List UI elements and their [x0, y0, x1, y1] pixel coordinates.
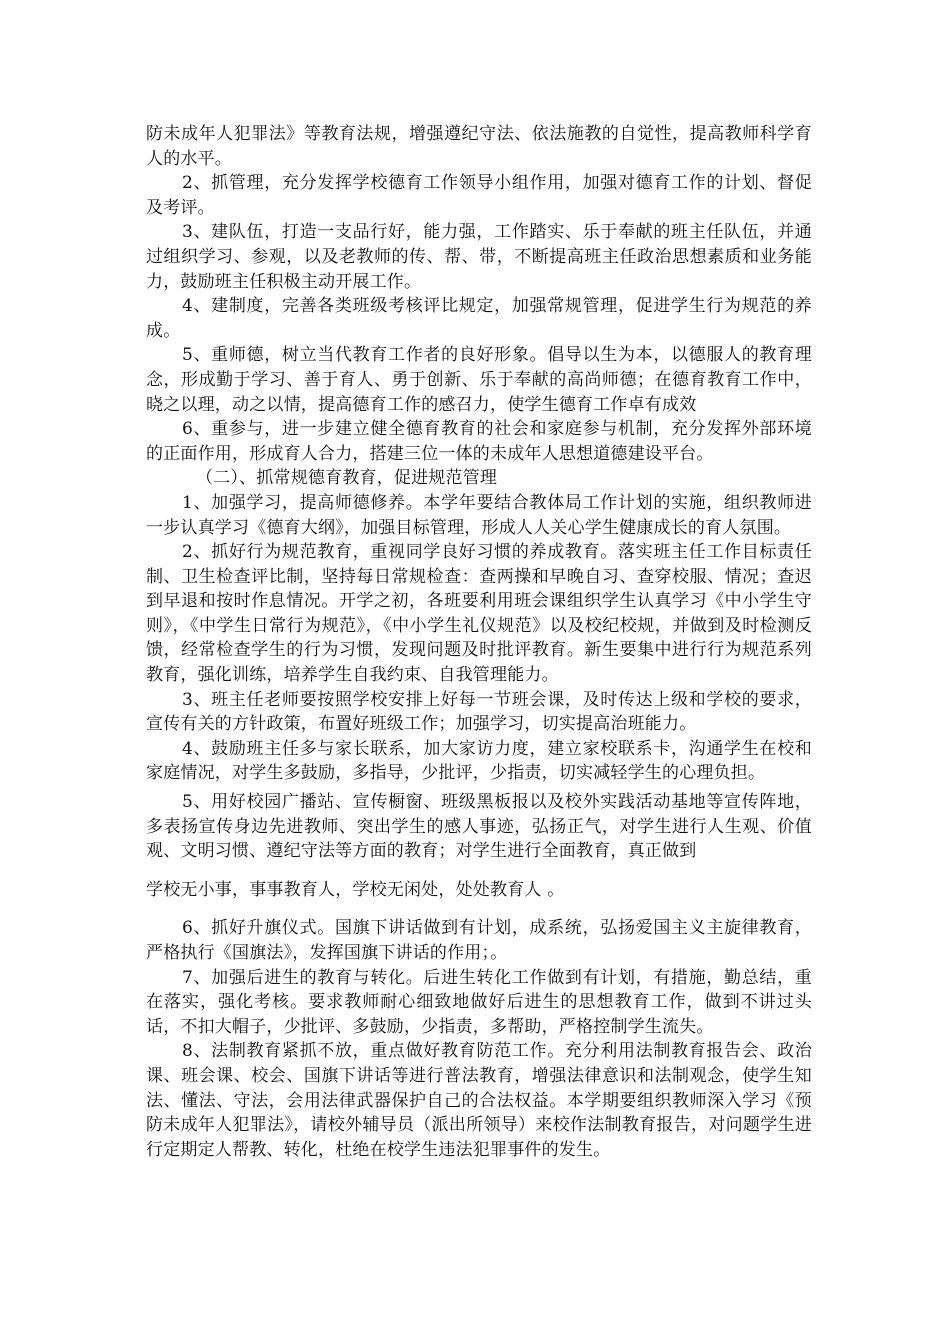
paragraph-team-building: 3、建队伍，打造一支品行好，能力强，工作踏实、乐于奉献的班主任队伍，并通过组织学习、参观，以及老教师的传、帮、带，不断提高班主任政治思想素质和业务能力，鼓励班主任积极主动开展工作。 — [146, 222, 812, 292]
section-heading: （二）、抓常规德育教育，促进规范管理 — [196, 468, 498, 489]
paragraph-flag-raising: 6、抓好升旗仪式。国旗下讲话做到有计划，成系统，弘扬爱国主义主旋律教育，严格执行《国旗法》，发挥国旗下讲话的作用；。 — [146, 918, 812, 963]
paragraph-continuation: 防未成年人犯罪法》等教育法规，增强遵纪守法、依法施教的自觉性，提高教师科学育人的水平。 — [146, 124, 812, 169]
paragraph-management: 2、抓管理，充分发挥学校德育工作领导小组作用，加强对德育工作的计划、督促及考评。 — [146, 173, 812, 218]
paragraph-publicity: 5、用好校园广播站、宣传橱窗、班级黑板报以及校外实践活动基地等宣传阵地，多表扬宣传身边先进教师、突出学生的感人事迹，弘扬正气，对学生进行人生观、价值观、文明习惯、遵纪守法等方面的教育；对学生进行全面教育，真正做到 — [146, 792, 812, 862]
paragraph-study: 1、加强学习，提高师德修养。本学年要结合教体局工作计划的实施，组织教师进一步认真学习《德育大纲》，加强目标管理，形成人人关心学生健康成长的育人氛围。 — [146, 492, 812, 538]
paragraph-parents: 4、鼓励班主任多与家长联系，加大家访力度，建立家校联系卡，沟通学生在校和家庭情况，对学生多鼓励，多指导，少批评，少指责，切实减轻学生的心理负担。 — [146, 738, 812, 784]
paragraph-teacher-ethics: 5、重师德，树立当代教育工作者的良好形象。倡导以生为本，以德服人的教育理念，形成勤于学习、善于育人、勇于创新、乐于奉献的高尚师德；在德育教育工作中，晓之以理，动之以情，提高德育工作的感召力，使学生德育工作卓有成效 — [146, 345, 812, 415]
paragraph-legal-education: 8、法制教育紧抓不放，重点做好教育防范工作。充分利用法制教育报告会、政治课、班会课、校会、国旗下讲话等进行普法教育，增强法律意识和法制观念，使学生知法、懂法、守法，会用法律武器保护自己的合法权益。本学期要组织教师深入学习《预防未成年人犯罪法》，请校外辅导员（派出所领导）来校作法制教育报告，对问题学生进行定期定人帮教、转化，杜绝在校学生违法犯罪事件的发生。 — [146, 1041, 812, 1160]
paragraph-underachievers: 7、加强后进生的教育与转化。后进生转化工作做到有计划，有措施，勤总结，重在落实，强化考核。要求教师耐心细致地做好后进生的思想教育工作，做到不讲过头话，不扣大帽子，少批评、多鼓励，少指责，多帮助，严格控制学生流失。 — [146, 967, 812, 1037]
paragraph-system: 4、建制度，完善各类班级考核评比规定，加强常规管理，促进学生行为规范的养成。 — [146, 296, 812, 341]
paragraph-participation: 6、重参与，进一步建立健全德育教育的社会和家庭参与机制，充分发挥外部环境的正面作用，形成育人合力，搭建三位一体的未成年人思想道德建设平台。 — [146, 419, 812, 464]
document-page — [146, 122, 812, 1162]
paragraph-slogan: 学校无小事，事事教育人，学校无闲处，处处教育人 。 — [146, 879, 565, 900]
paragraph-class-meeting: 3、班主任老师要按照学校安排上好每一节班会课，及时传达上级和学校的要求，宣传有关的方针政策，布置好班级工作；加强学习，切实提高治班能力。 — [146, 689, 812, 735]
paragraph-behavior: 2、抓好行为规范教育，重视同学良好习惯的养成教育。落实班主任工作目标责任制、卫生检查评比制，坚持每日常规检查：查两操和早晚自习、查穿校服、情况；查迟到早退和按时作息情况。开学之初，各班要利用班会课组织学生认真学习《中小学生守则》，《中学生日常行为规范》，《中小学生礼仪规范》以及校纪校规，并做到及时检测反馈，经常检查学生的行为习惯，发现问题及时批评教育。新生要集中进行行为规范系列教育，强化训练，培养学生自我约束、自我管理能力。 — [146, 542, 812, 686]
